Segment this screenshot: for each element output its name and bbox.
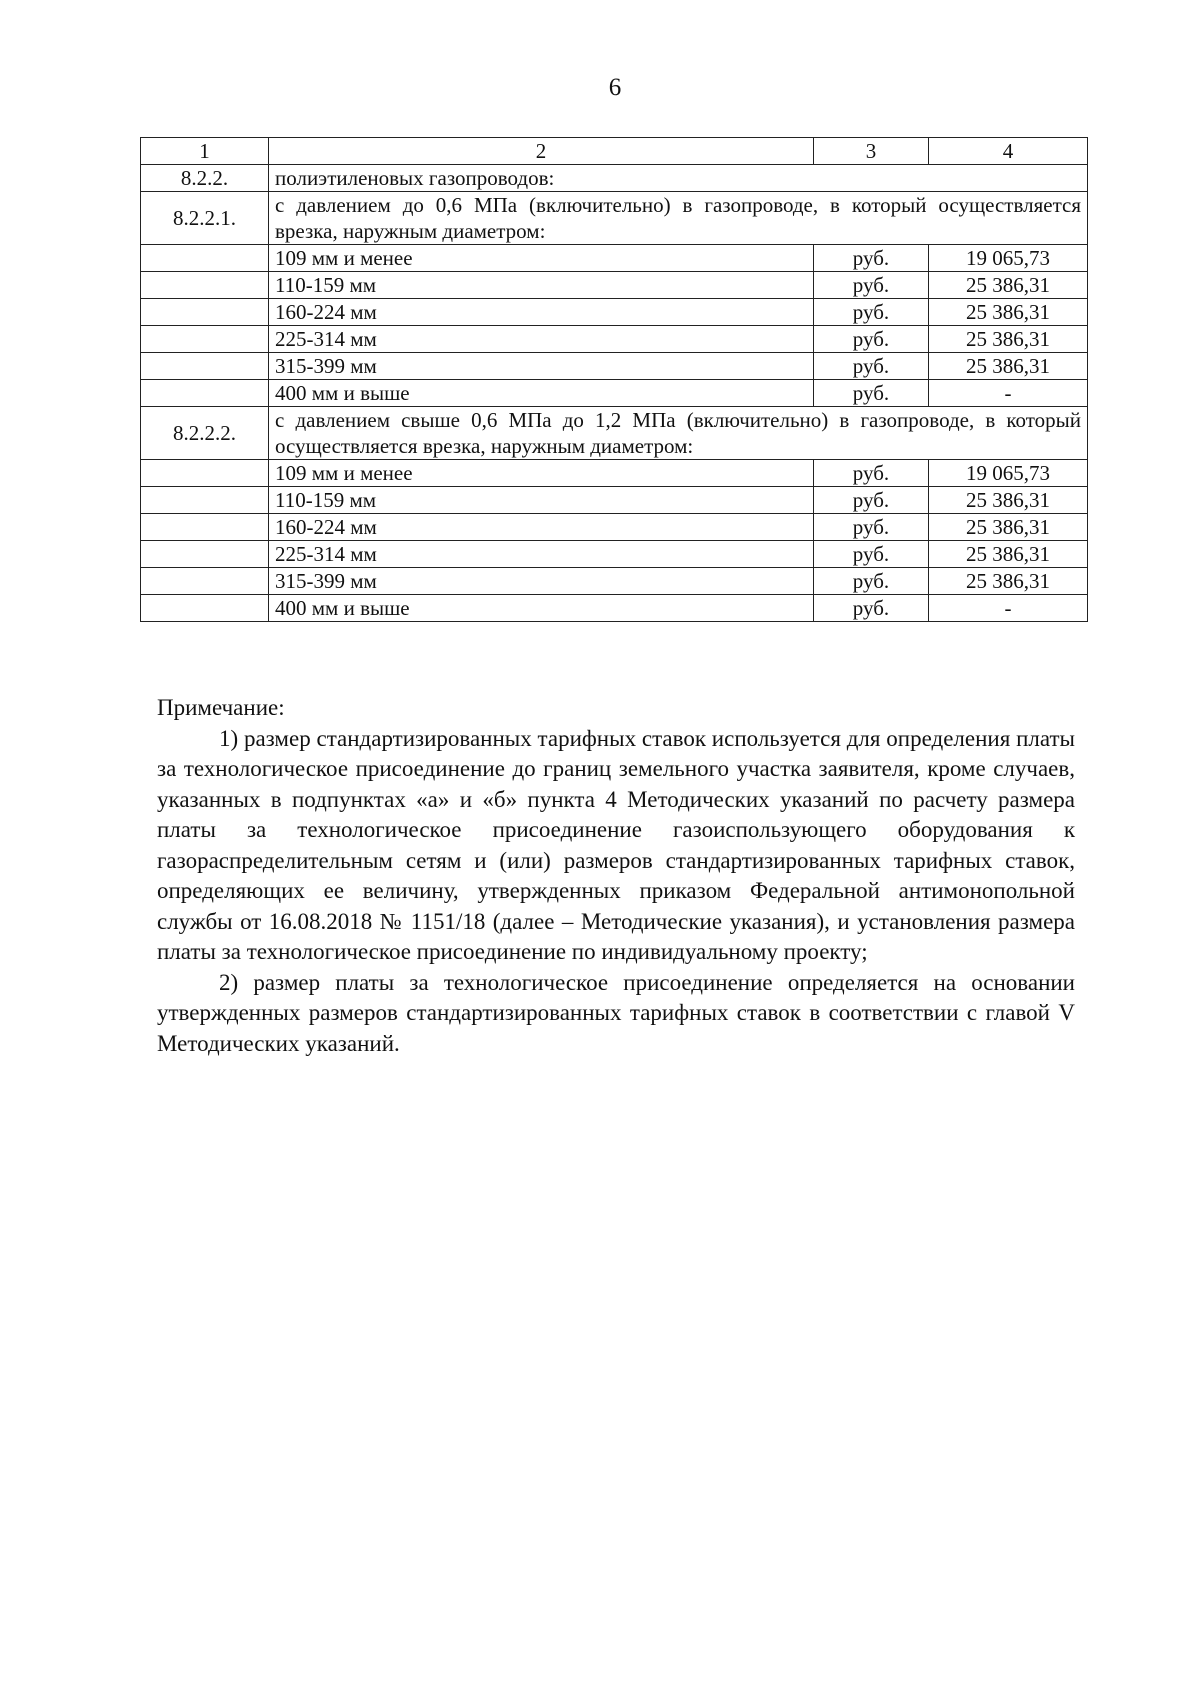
row-value: 25 386,31 xyxy=(929,299,1088,326)
table-row xyxy=(141,353,1088,380)
row-label: 109 мм и менее xyxy=(269,245,814,272)
section-text: полиэтиленовых газопроводов: xyxy=(269,165,1088,192)
row-label: 400 мм и выше xyxy=(269,380,814,407)
row-label: 400 мм и выше xyxy=(269,595,814,622)
page-number: 6 xyxy=(608,74,622,101)
empty-cell xyxy=(141,299,269,326)
row-label: 315-399 мм xyxy=(269,353,814,380)
column-header: 4 xyxy=(929,138,1088,165)
empty-cell xyxy=(141,460,269,487)
row-value: 25 386,31 xyxy=(929,568,1088,595)
notes-section xyxy=(157,693,1075,1059)
table-row xyxy=(141,595,1088,622)
group-header-row xyxy=(141,192,1088,245)
row-unit: руб. xyxy=(814,460,929,487)
row-label: 225-314 мм xyxy=(269,541,814,568)
note-item: 2) размер платы за технологическое присоединение определяется на основании утвержденных размеров стандартизированных тарифных ставок в соответствии с главой V Методических указаний. xyxy=(157,969,1075,1056)
row-value: 25 386,31 xyxy=(929,353,1088,380)
empty-cell xyxy=(141,514,269,541)
table-row xyxy=(141,299,1088,326)
row-value: 19 065,73 xyxy=(929,245,1088,272)
table-row xyxy=(141,460,1088,487)
row-label: 315-399 мм xyxy=(269,568,814,595)
table-row xyxy=(141,541,1088,568)
column-header: 3 xyxy=(814,138,929,165)
row-label: 160-224 мм xyxy=(269,514,814,541)
empty-cell xyxy=(141,541,269,568)
row-value: - xyxy=(929,595,1088,622)
table-row xyxy=(141,380,1088,407)
section-code: 8.2.2. xyxy=(141,165,269,192)
group-code: 8.2.2.1. xyxy=(141,192,269,245)
row-unit: руб. xyxy=(814,595,929,622)
group-code: 8.2.2.2. xyxy=(141,407,269,460)
empty-cell xyxy=(141,487,269,514)
group-header-row xyxy=(141,407,1088,460)
row-value: 25 386,31 xyxy=(929,514,1088,541)
section-row xyxy=(141,165,1088,192)
row-unit: руб. xyxy=(814,514,929,541)
row-label: 109 мм и менее xyxy=(269,460,814,487)
row-unit: руб. xyxy=(814,353,929,380)
table-row xyxy=(141,514,1088,541)
row-value: 19 065,73 xyxy=(929,460,1088,487)
row-value: 25 386,31 xyxy=(929,541,1088,568)
empty-cell xyxy=(141,568,269,595)
empty-cell xyxy=(141,595,269,622)
row-value: 25 386,31 xyxy=(929,272,1088,299)
row-unit: руб. xyxy=(814,299,929,326)
row-unit: руб. xyxy=(814,326,929,353)
empty-cell xyxy=(141,353,269,380)
note-item: 1) размер стандартизированных тарифных ставок используется для определения платы за технологическое присоединение до границ земельного участка заявителя, кроме случаев, указанных в подпунктах «а» и «б» пункта 4 Методических указаний по расчету размера платы за технологическое присоединение газоиспользующего оборудования к газораспределительным сетям и (или) размеров стандартизированных тарифных ставок, определяющих ее величину, утвержденных приказом Федеральной антимонопольной службы от 16.08.2018 № 1151/18 (далее – Методические указания), и установления размера платы за технологическое присоединение по индивидуальному проекту; xyxy=(157,725,1075,964)
row-label: 160-224 мм xyxy=(269,299,814,326)
row-unit: руб. xyxy=(814,487,929,514)
row-value: - xyxy=(929,380,1088,407)
table-row xyxy=(141,568,1088,595)
empty-cell xyxy=(141,272,269,299)
row-unit: руб. xyxy=(814,272,929,299)
row-label: 110-159 мм xyxy=(269,272,814,299)
empty-cell xyxy=(141,326,269,353)
row-unit: руб. xyxy=(814,568,929,595)
notes-title: Примечание: xyxy=(157,695,285,720)
row-label: 225-314 мм xyxy=(269,326,814,353)
row-unit: руб. xyxy=(814,245,929,272)
table-row xyxy=(141,326,1088,353)
row-label: 110-159 мм xyxy=(269,487,814,514)
tariff-table xyxy=(140,137,1088,622)
row-value: 25 386,31 xyxy=(929,487,1088,514)
row-value: 25 386,31 xyxy=(929,326,1088,353)
column-header: 2 xyxy=(269,138,814,165)
empty-cell xyxy=(141,245,269,272)
row-unit: руб. xyxy=(814,380,929,407)
table-row xyxy=(141,245,1088,272)
empty-cell xyxy=(141,380,269,407)
group-text: с давлением свыше 0,6 МПа до 1,2 МПа (включительно) в газопроводе, в который осуществляется врезка, наружным диаметром: xyxy=(269,407,1088,460)
column-header: 1 xyxy=(141,138,269,165)
table-row xyxy=(141,272,1088,299)
row-unit: руб. xyxy=(814,541,929,568)
table-row xyxy=(141,487,1088,514)
group-text: с давлением до 0,6 МПа (включительно) в газопроводе, в который осуществляется врезка, наружным диаметром: xyxy=(269,192,1088,245)
table-header-row xyxy=(141,138,1088,165)
